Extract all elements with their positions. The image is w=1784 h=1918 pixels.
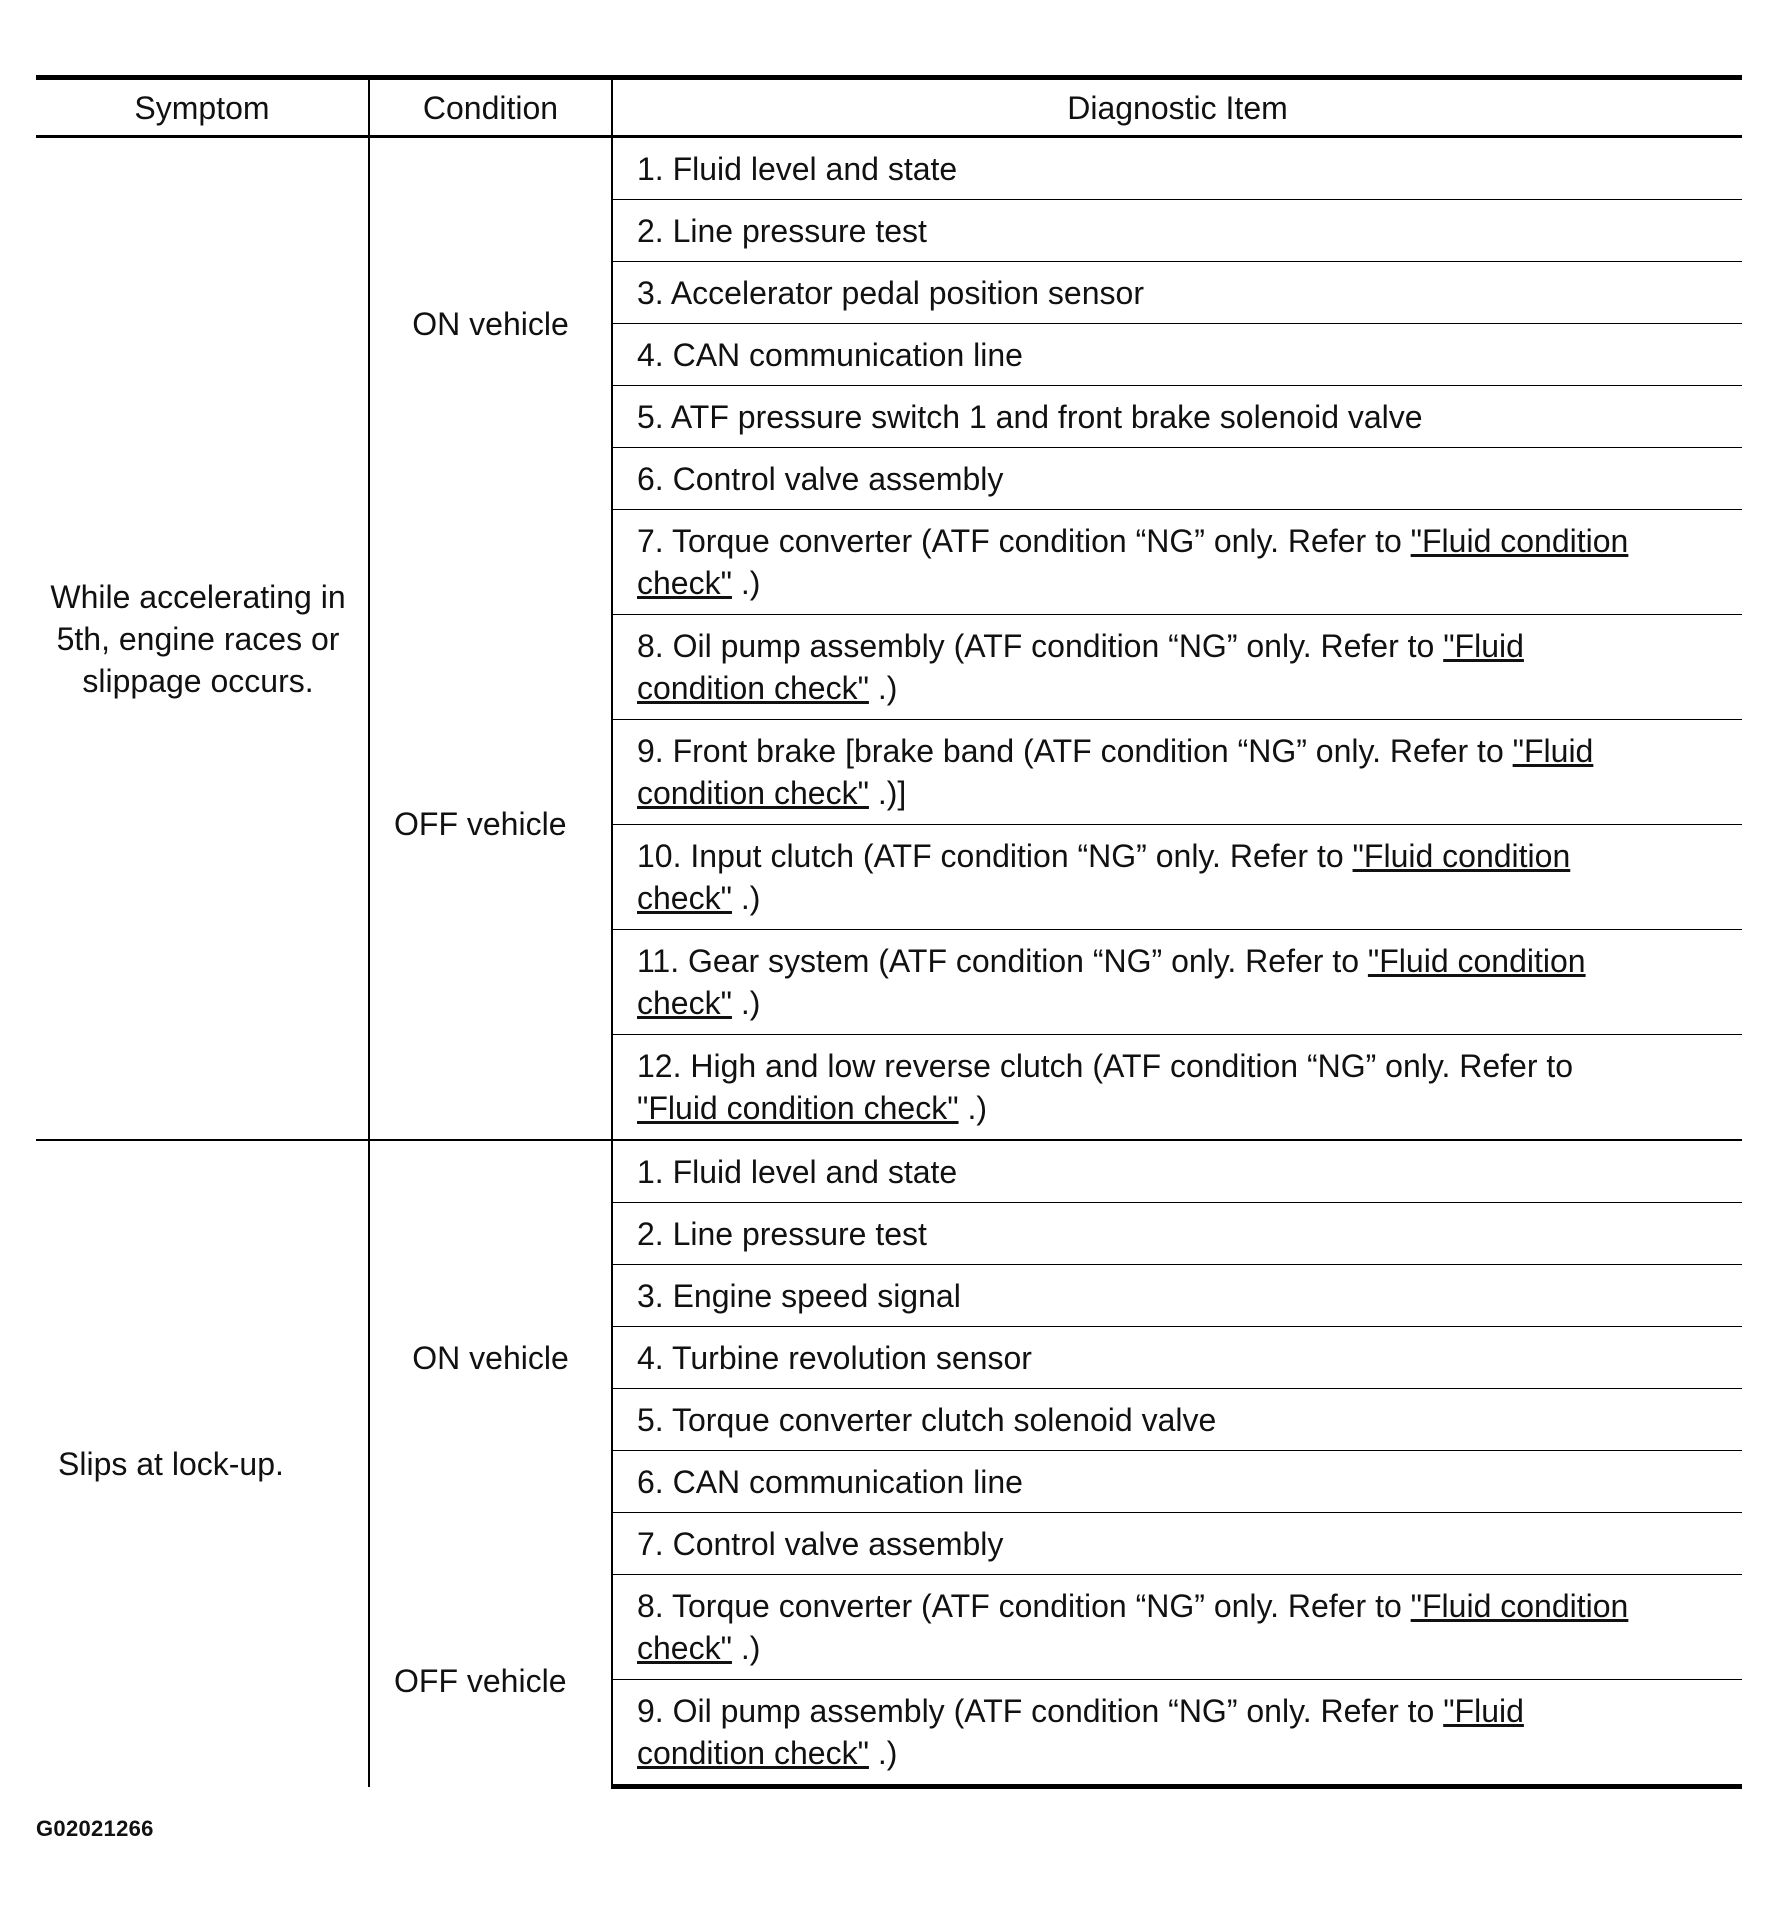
item-text: 8. Oil pump assembly (ATF condition “NG” only. Refer to (637, 628, 1444, 664)
diagnostic-item-cell (612, 1265, 1742, 1327)
table-header-row (36, 78, 1742, 137)
item-text: 2. Line pressure test (637, 212, 927, 249)
diagnostic-item-cell (612, 448, 1742, 510)
symptom-cell: While accelerating in 5th, engine races or slippage occurs. (50, 578, 346, 699)
item-text: 7. Control valve assembly (637, 1525, 1004, 1562)
header-symptom: Symptom (134, 89, 270, 126)
fluid-condition-check-link[interactable]: "Fluid condition check" (637, 1090, 959, 1126)
item-text: 4. CAN communication line (637, 336, 1023, 373)
item-text: 9. Oil pump assembly (ATF condition “NG” only. Refer to (637, 1693, 1444, 1729)
header-condition: Condition (369, 78, 612, 137)
diagnostic-item-cell (612, 825, 1742, 930)
table-row (36, 1140, 1742, 1203)
diagnostic-item-cell (612, 1680, 1742, 1787)
diagnostic-table (36, 75, 1742, 1789)
item-text: 1. Fluid level and state (637, 1153, 958, 1190)
item-text-end: .) (731, 565, 761, 601)
diagnostic-item-cell (612, 930, 1742, 1035)
item-text-end: .) (731, 985, 761, 1021)
diagnostic-item-cell (612, 1203, 1742, 1265)
header-diagnostic-item: Diagnostic Item (612, 78, 1742, 137)
fluid-condition-check-link[interactable]: "Fluid condition check" (637, 628, 1524, 706)
figure-id: G02021266 (36, 1816, 154, 1841)
diagnostic-item-cell (612, 262, 1742, 324)
item-text-end: .) (731, 1630, 761, 1666)
condition-cell: ON vehicle (369, 1140, 612, 1575)
diagnostic-item-cell (612, 386, 1742, 448)
item-text: 7. Torque converter (ATF condition “NG” only. Refer to (637, 523, 1411, 559)
item-text: 4. Turbine revolution sensor (637, 1339, 1032, 1376)
fluid-condition-check-link[interactable]: "Fluid condition check" (637, 1693, 1524, 1771)
item-text: 3. Engine speed signal (637, 1277, 961, 1314)
diagnostic-item-cell (612, 510, 1742, 615)
item-text-end: .)] (868, 775, 907, 811)
item-text-end: .) (868, 670, 898, 706)
diagnostic-item-cell (612, 615, 1742, 720)
diagnostic-item-cell (612, 720, 1742, 825)
item-text: 5. Torque converter clutch solenoid valve (637, 1401, 1217, 1438)
item-text: 9. Front brake [brake band (ATF condition “NG” only. Refer to (637, 733, 1513, 769)
item-text: 8. Torque converter (ATF condition “NG” only. Refer to (637, 1588, 1411, 1624)
fluid-condition-check-link[interactable]: "Fluid condition check" (637, 733, 1594, 811)
table-row (36, 137, 1742, 200)
diagnostic-item-cell (612, 1035, 1742, 1141)
diagnostic-item-cell (612, 324, 1742, 386)
item-text: 10. Input clutch (ATF condition “NG” only. Refer to (637, 838, 1353, 874)
item-text: 5. ATF pressure switch 1 and front brake solenoid valve (637, 398, 1423, 435)
item-text: 6. CAN communication line (637, 1463, 1023, 1500)
diagnostic-item-cell (612, 200, 1742, 262)
item-text-end: .) (958, 1090, 987, 1126)
item-text-end: .) (868, 1735, 898, 1771)
condition-cell: ON vehicle (369, 137, 612, 510)
diagnostic-item-cell (612, 1451, 1742, 1513)
item-text: 6. Control valve assembly (637, 460, 1004, 497)
fluid-condition-check-link[interactable]: "Fluid condition check" (637, 838, 1571, 916)
condition-cell: OFF vehicle (369, 1575, 612, 1787)
diagnostic-item-cell (612, 137, 1742, 200)
item-text-end: .) (731, 880, 761, 916)
item-text: 3. Accelerator pedal position sensor (637, 274, 1144, 311)
diagnostic-item-cell (612, 1575, 1742, 1680)
fluid-condition-check-link[interactable]: "Fluid condition check" (637, 1588, 1629, 1666)
diagnostic-item-cell (612, 1327, 1742, 1389)
condition-cell: OFF vehicle (369, 510, 612, 1141)
item-text: 12. High and low reverse clutch (ATF condition “NG” only. Refer to (637, 1048, 1574, 1084)
item-text: 11. Gear system (ATF condition “NG” only. Refer to (637, 943, 1368, 979)
diagnostic-item-cell (612, 1140, 1742, 1203)
item-text: 2. Line pressure test (637, 1215, 927, 1252)
fluid-condition-check-link[interactable]: "Fluid condition check" (637, 943, 1586, 1021)
symptom-cell: Slips at lock-up. (36, 1140, 369, 1787)
diagnostic-item-cell (612, 1513, 1742, 1575)
item-text: 1. Fluid level and state (637, 150, 958, 187)
fluid-condition-check-link[interactable]: "Fluid condition check" (637, 523, 1629, 601)
diagnostic-item-cell (612, 1389, 1742, 1451)
